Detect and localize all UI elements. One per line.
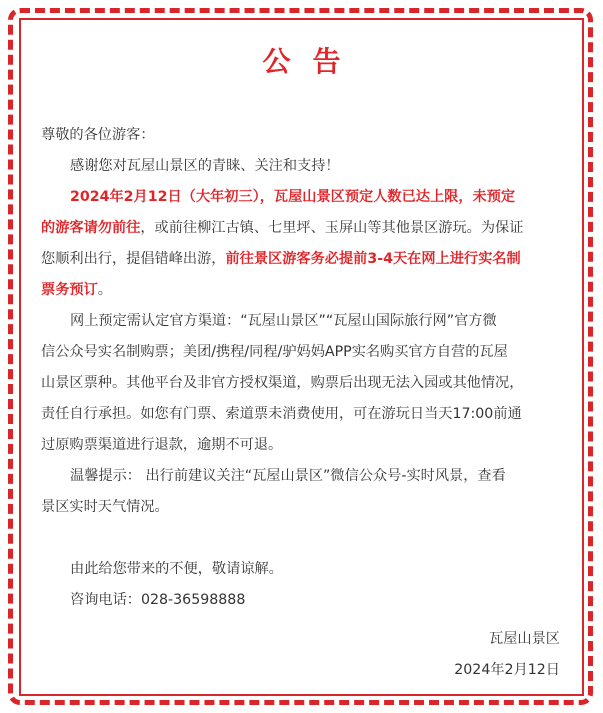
signature: 瓦屋山景区: [489, 631, 560, 647]
apology-line: 由此给您带来的不便，敬请谅解。: [70, 561, 283, 577]
p2-line-1: 网上预定需认定官方渠道：“瓦屋山景区”“瓦屋山国际旅行网”官方微: [70, 313, 497, 329]
p2-line-4: 责任自行承担。如您有门票、索道票未消费使用，可在游玩日当天17:00前通: [41, 406, 522, 422]
greeting: 尊敬的各位游客：: [41, 127, 155, 143]
p1-text: 您顺利出行，提倡错峰出游，: [41, 251, 226, 267]
notice-title: 公告: [262, 45, 363, 78]
p1-red-text: 票务预订: [41, 282, 98, 298]
p1-red-text: 前往景区游客务必提前3-4天在网上进行实名制: [225, 251, 521, 267]
p1-line-2: [41, 217, 561, 248]
p2-line-3: 山景区票种。其他平台及非官方授权渠道，购票后出现无法入园或其他情况，: [41, 375, 524, 391]
contact-phone: 咨询电话：028-36598888: [70, 592, 246, 608]
p1-text: ，或前往柳江古镇、七里坪、玉屏山等其他景区游玩。为保证: [140, 220, 524, 236]
p2-line-5: 过原购票渠道进行退款，逾期不可退。: [41, 437, 283, 453]
p1-red-text: 2024年2月12日（大年初三），瓦屋山景区预定人数已达上限，未预定: [70, 189, 516, 205]
p1-line-1: [41, 186, 561, 217]
spacer: [41, 527, 561, 558]
p1-text: 。: [97, 282, 112, 298]
notice-body: [41, 124, 561, 620]
tip-line-1: 温馨提示： 出行前建议关注“瓦屋山景区”微信公众号-实时风景，查看: [70, 468, 506, 484]
p1-line-3: [41, 248, 561, 279]
tip-line-2: 景区实时天气情况。: [41, 499, 169, 515]
p1-line-4: [41, 279, 561, 310]
p1-red-text: 的游客请勿前往: [41, 220, 141, 236]
p2-line-2: 信公众号实名制购票；美团/携程/同程/驴妈妈APP实名购买官方自营的瓦屋: [41, 344, 508, 360]
notice-date: 2024年2月12日: [454, 662, 560, 678]
thanks-line: 感谢您对瓦屋山景区的青睐、关注和支持！: [70, 158, 340, 174]
